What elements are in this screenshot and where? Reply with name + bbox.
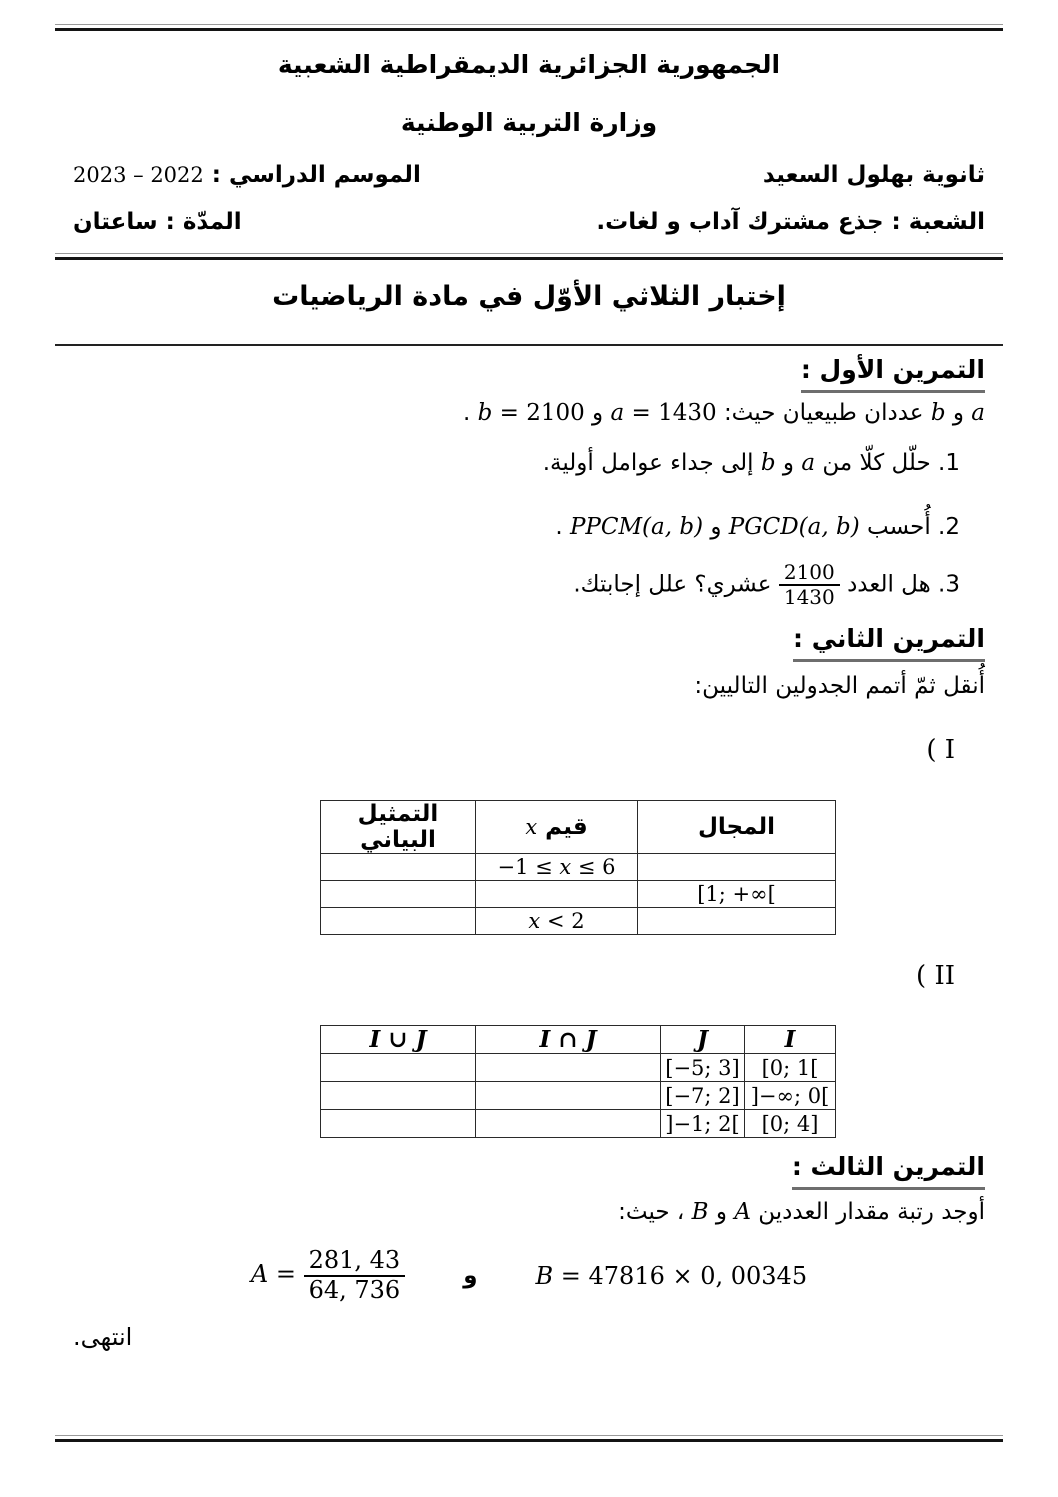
values-cell <box>476 908 638 935</box>
table-row <box>321 881 836 908</box>
table-row <box>321 801 836 854</box>
set-j-label: J <box>697 1026 708 1053</box>
title-rule <box>55 344 1003 346</box>
values-cell <box>476 881 638 908</box>
inequality-post: < 2 <box>540 909 585 933</box>
exercise1-intro <box>0 396 1058 430</box>
fraction-2100-1430 <box>779 561 840 609</box>
sets-table <box>320 1025 836 1138</box>
set-i-label: I <box>784 1026 796 1053</box>
intersection-cell <box>476 1110 661 1138</box>
intervals-table <box>320 800 836 935</box>
interval-cell <box>638 854 836 881</box>
interval-j-cell: [−5; 3] <box>661 1054 745 1082</box>
exercise3-heading <box>0 1150 1058 1190</box>
intro-text: عددان طبيعيان حيث: <box>723 400 924 426</box>
var-capital-b: B <box>691 1199 709 1225</box>
var-capital-a: A <box>734 1199 751 1225</box>
column-j <box>661 1026 745 1054</box>
ministry-title: وزارة التربية الوطنية <box>400 108 658 137</box>
graph-cell <box>321 908 476 935</box>
conjunction: و <box>592 400 604 426</box>
values-label: قيم <box>545 814 588 840</box>
end-word: انتهى. <box>73 1323 133 1352</box>
fraction-numerator: 2100 <box>783 560 835 584</box>
intersection-cell <box>476 1054 661 1082</box>
var-a: a <box>971 400 985 426</box>
school-name: ثانوية بهلول السعيد <box>762 162 985 188</box>
interval-i-cell: [0; 1[ <box>745 1054 836 1082</box>
conjunction: و <box>952 400 964 426</box>
table-row <box>321 1110 836 1138</box>
exercise3-intro <box>0 1195 1058 1229</box>
exam-title: إختبار الثلاثي الأوّل في مادة الرياضيات <box>272 281 786 312</box>
column-union <box>321 1026 476 1054</box>
var-x: x <box>528 909 541 933</box>
column-intersection <box>476 1026 661 1054</box>
table-row <box>321 1082 836 1110</box>
equation-a-1430 <box>610 400 716 426</box>
exercise1-heading-text: التمرين الأول : <box>801 353 985 393</box>
period: . <box>555 514 563 540</box>
value-b: = 2100 <box>492 400 585 426</box>
info-row-1 <box>0 157 1058 193</box>
var-a: a <box>610 400 625 426</box>
table-row <box>321 854 836 881</box>
intersection-cell <box>476 1082 661 1110</box>
var-x: x <box>559 855 572 879</box>
table-row <box>321 908 836 935</box>
value-a: = 1430 <box>624 400 717 426</box>
exercise3-heading-text: التمرين الثالث : <box>792 1150 985 1190</box>
bottom-rule <box>55 1435 1003 1442</box>
union-label: I ∪ J <box>369 1026 427 1053</box>
roman-numeral-one: ( I <box>926 735 955 765</box>
table1-label <box>0 733 1058 767</box>
var-capital-b: B <box>535 1261 554 1290</box>
intro-text: أوجد رتبة مقدار العددين <box>758 1199 985 1225</box>
intro-text-end: ، حيث: <box>618 1199 685 1225</box>
exercise2-heading <box>0 622 1058 662</box>
fraction-a <box>304 1247 406 1304</box>
inequality-pre: −1 ≤ <box>497 855 560 879</box>
fraction-denominator: 64, 736 <box>304 1275 406 1305</box>
duration-field: المدّة : ساعتان <box>73 209 242 235</box>
interval-cell: [1; +∞[ <box>638 881 836 908</box>
union-cell <box>321 1054 476 1082</box>
interval-i-cell: [0; 4] <box>745 1110 836 1138</box>
exercise2-heading-text: التمرين الثاني : <box>793 622 985 662</box>
period: . <box>462 400 471 426</box>
season-field <box>73 157 421 193</box>
table2-label <box>0 959 1058 993</box>
roman-numeral-two: ( II <box>916 961 955 991</box>
column-i <box>745 1026 836 1054</box>
equations-row <box>0 1247 1058 1304</box>
item1-text-end: إلى جداء عوامل أولية. <box>542 450 754 476</box>
interval-j-cell: ]−1; 2[ <box>661 1110 745 1138</box>
values-cell <box>476 854 638 881</box>
union-cell <box>321 1110 476 1138</box>
header-rule <box>55 253 1003 260</box>
interval-i-cell: ]−∞; 0[ <box>745 1082 836 1110</box>
equation-b <box>536 1262 808 1290</box>
var-capital-a: A <box>250 1260 269 1289</box>
exercise1-heading <box>0 353 1058 393</box>
ppcm-expression: PPCM(a, b) <box>569 514 704 540</box>
var-b: b <box>930 400 946 426</box>
item1-text: 1. حلّل كلّا من <box>822 450 960 476</box>
republic-title: الجمهورية الجزائرية الديمقراطية الشعبية <box>277 50 781 79</box>
var-b: b <box>477 400 493 426</box>
equals-sign: = <box>268 1260 304 1289</box>
info-row-2 <box>0 204 1058 240</box>
inequality-post: ≤ 6 <box>571 855 616 879</box>
fraction-denominator: 1430 <box>779 584 840 609</box>
pgcd-expression: PGCD(a, b) <box>728 514 860 540</box>
var-a: a <box>801 450 816 476</box>
table-row <box>321 1026 836 1054</box>
top-rule <box>55 24 1003 31</box>
column-graph: التمثيل البياني <box>321 801 476 854</box>
equation-a <box>251 1247 405 1304</box>
item3-text: 3. هل العدد <box>847 571 960 598</box>
exercise1-item2 <box>0 510 1058 544</box>
conjunction: و <box>710 514 722 540</box>
intersection-label: I ∩ J <box>539 1026 597 1053</box>
interval-cell <box>638 908 836 935</box>
exercise1-item3 <box>0 561 1058 609</box>
column-x-values <box>476 801 638 854</box>
graph-cell <box>321 881 476 908</box>
conjunction: و <box>463 1262 478 1289</box>
interval-j-cell: [−7; 2] <box>661 1082 745 1110</box>
graph-cell <box>321 854 476 881</box>
union-cell <box>321 1082 476 1110</box>
season-years: 2022 – 2023 <box>73 163 204 187</box>
season-label: الموسم الدراسي : <box>211 162 421 188</box>
equation-b-value: = 47816 × 0, 00345 <box>553 1261 808 1290</box>
item3-text-end: عشري؟ علل إجابتك. <box>573 571 772 598</box>
item2-text: 2. أُحسب <box>867 514 960 540</box>
var-x: x <box>525 815 538 839</box>
exercise1-item1 <box>0 446 1058 480</box>
column-interval: المجال <box>638 801 836 854</box>
equation-b-2100 <box>478 400 585 426</box>
var-b: b <box>760 450 776 476</box>
table-row <box>321 1054 836 1082</box>
conjunction: و <box>782 450 795 476</box>
conjunction: و <box>715 1199 727 1225</box>
exercise2-instruction: أُنقل ثمّ أتمم الجدولين التاليين: <box>694 673 985 699</box>
fraction-numerator: 281, 43 <box>308 1246 401 1274</box>
branch-field: الشعبة : جذع مشترك آداب و لغات. <box>596 209 985 235</box>
